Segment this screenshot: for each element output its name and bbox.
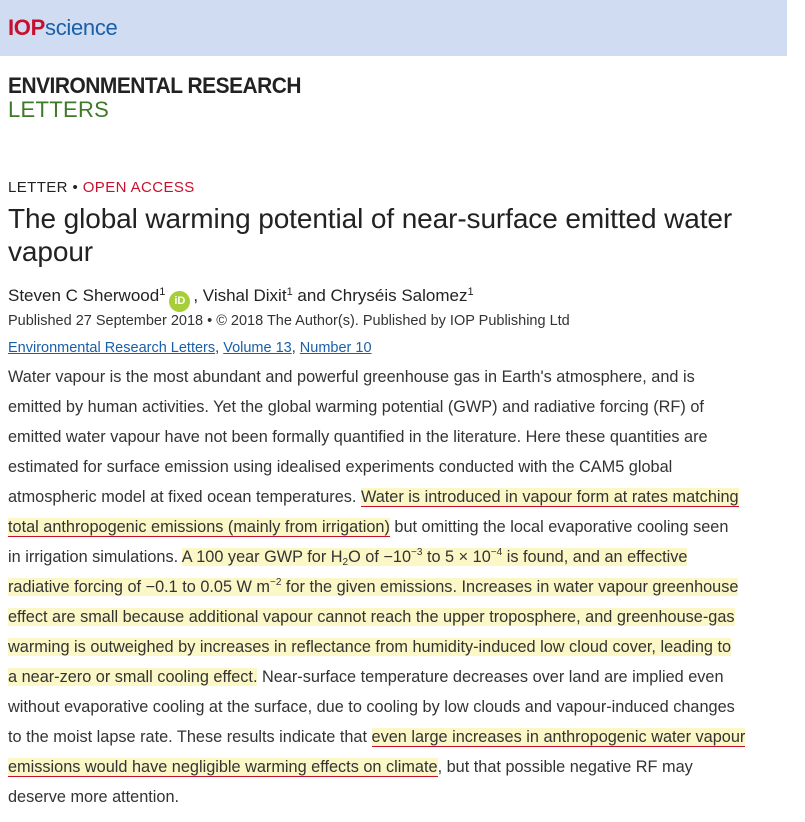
abstract-line xyxy=(8,482,798,512)
affiliation-marker[interactable]: 1 xyxy=(159,286,166,298)
superscript: −4 xyxy=(490,547,503,558)
article-type-label xyxy=(8,179,195,197)
abstract xyxy=(8,362,798,812)
highlighted-text: radiative forcing of −0.1 to 0.05 W m xyxy=(8,578,270,596)
logo-science-text: science xyxy=(45,15,118,40)
affiliation-marker[interactable]: 1 xyxy=(467,286,474,298)
orcid-icon[interactable]: iD xyxy=(169,291,190,312)
superscript: −3 xyxy=(411,547,423,558)
author-name[interactable]: Steven C Sherwood xyxy=(8,286,160,305)
volume-link[interactable]: Volume 13 xyxy=(223,340,292,356)
highlighted-text: effect are small because additional vapour cannot reach the upper troposphere, and greenhouse-gas xyxy=(8,608,735,626)
article-title: The global warming potential of near-surface emitted water vapour xyxy=(8,203,733,267)
highlighted-text: O of −10 xyxy=(348,548,412,566)
highlighted-underlined-text: Water is introduced in vapour form at rates matching xyxy=(360,488,739,506)
iopscience-logo[interactable] xyxy=(8,15,118,41)
abstract-text: atmospheric model at fixed ocean temperatures. xyxy=(8,488,361,506)
citation-separator: , xyxy=(215,340,224,356)
highlighted-text: warming is outweighed by increases in reflectance from humidity-induced low cloud cover, leading to xyxy=(8,638,732,656)
highlighted-underlined-text: emissions would have negligible warming effects on climate xyxy=(8,758,438,776)
citation-links xyxy=(8,339,372,357)
highlighted-text: a near-zero or small cooling effect. xyxy=(8,668,258,686)
citation-separator: , xyxy=(291,340,300,356)
highlighted-underlined-text: total anthropogenic emissions (mainly from irrigation) xyxy=(8,518,390,536)
highlighted-text xyxy=(8,578,738,596)
abstract-line xyxy=(8,722,798,752)
author-list xyxy=(8,281,474,312)
journal-name-line2: LETTERS xyxy=(8,97,110,122)
abstract-line xyxy=(8,572,798,602)
abstract-text: , but that possible negative RF may xyxy=(437,758,693,776)
abstract-line: emitted by human activities. Yet the global warming potential (GWP) and radiative forcing (RF) of xyxy=(8,398,704,416)
abstract-line xyxy=(8,632,798,662)
abstract-line xyxy=(8,512,798,542)
abstract-line: without evaporative cooling at the surface, due to cooling by low clouds and vapour-induced changes xyxy=(8,698,735,716)
highlighted-text: A 100 year GWP for H xyxy=(181,548,343,566)
highlighted-underlined-text: even large increases in anthropogenic water vapour xyxy=(371,728,746,746)
logo-iop-text: IOP xyxy=(8,15,45,40)
journal-logo[interactable] xyxy=(8,74,316,122)
type-separator: • xyxy=(72,179,79,196)
highlighted-text: to 5 × 10 xyxy=(422,548,491,566)
number-link[interactable]: Number 10 xyxy=(299,340,372,356)
abstract-line xyxy=(8,542,798,572)
author-separator: and xyxy=(292,286,331,305)
abstract-text: in irrigation simulations. xyxy=(8,548,182,566)
superscript: −2 xyxy=(270,577,282,588)
journal-link[interactable]: Environmental Research Letters xyxy=(8,340,216,356)
highlighted-text: is found, and an effective xyxy=(502,548,688,566)
abstract-line xyxy=(8,662,798,692)
abstract-line: emitted water vapour have not been formally quantified in the literature. Here these quantities are xyxy=(8,428,708,446)
journal-name-line1: ENVIRONMENTAL RESEARCH xyxy=(8,73,302,98)
abstract-line xyxy=(8,602,798,632)
abstract-text: but omitting the local evaporative cooling seen xyxy=(389,518,729,536)
highlighted-text xyxy=(182,548,688,566)
subscript: 2 xyxy=(342,557,349,568)
abstract-line: Water vapour is the most abundant and powerful greenhouse gas in Earth's atmosphere, and is xyxy=(8,368,695,386)
abstract-text: to the moist lapse rate. These results indicate that xyxy=(8,728,372,746)
abstract-line: estimated for surface emission using idealised experiments conducted with the CAM5 global xyxy=(8,458,673,476)
site-header xyxy=(0,0,787,56)
author-name[interactable]: Vishal Dixit xyxy=(202,286,287,305)
affiliation-marker[interactable]: 1 xyxy=(286,286,293,298)
highlighted-text: for the given emissions. Increases in water vapour greenhouse xyxy=(281,578,739,596)
open-access-badge: OPEN ACCESS xyxy=(82,179,195,196)
abstract-text: Near-surface temperature decreases over land are implied even xyxy=(257,668,724,686)
article-type: LETTER xyxy=(8,179,68,196)
abstract-line xyxy=(8,752,798,782)
abstract-line: deserve more attention. xyxy=(8,788,180,806)
author-name[interactable]: Chryséis Salomez xyxy=(330,286,468,305)
author-separator: , xyxy=(193,286,203,305)
publication-info: Published 27 September 2018 • © 2018 The Author(s). Published by IOP Publishing Ltd xyxy=(8,313,570,329)
